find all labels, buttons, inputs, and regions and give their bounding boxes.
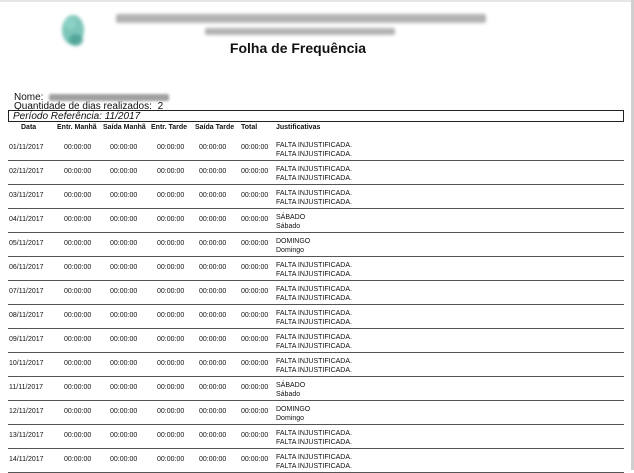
row-justification-secondary: Sábado <box>276 391 301 398</box>
redacted-name <box>49 94 169 101</box>
row-total: 00:00:00 <box>241 336 269 343</box>
row-saida-tarde: 00:00:00 <box>199 456 227 463</box>
row-total: 00:00:00 <box>241 456 269 463</box>
row-entr-tarde: 00:00:00 <box>157 192 185 199</box>
page-title: Folha de Frequência <box>229 40 367 56</box>
row-justification-primary: FALTA INJUSTIFICADA. <box>276 430 352 437</box>
row-saida-manha: 00:00:00 <box>110 168 138 175</box>
row-saida-manha: 00:00:00 <box>110 216 138 223</box>
row-entr-tarde: 00:00:00 <box>157 384 185 391</box>
table-row <box>0 401 634 425</box>
row-saida-tarde: 00:00:00 <box>199 360 227 367</box>
table-row <box>0 257 634 281</box>
table-row <box>0 161 634 185</box>
row-date: 06/11/2017 <box>9 264 44 271</box>
row-date: 04/11/2017 <box>9 216 44 223</box>
period-reference-box <box>8 110 624 122</box>
row-saida-manha: 00:00:00 <box>110 384 138 391</box>
row-justification-primary: FALTA INJUSTIFICADA. <box>276 310 352 317</box>
row-justification-secondary: Sábado <box>276 223 301 230</box>
row-justification-secondary: FALTA INJUSTIFICADA. <box>276 367 352 374</box>
row-total: 00:00:00 <box>241 144 269 151</box>
row-date: 13/11/2017 <box>9 432 44 439</box>
row-total: 00:00:00 <box>241 168 269 175</box>
row-date: 07/11/2017 <box>9 288 44 295</box>
row-entr-tarde: 00:00:00 <box>157 408 185 415</box>
row-justification-secondary: FALTA INJUSTIFICADA. <box>276 271 352 278</box>
row-entr-tarde: 00:00:00 <box>157 240 185 247</box>
table-row <box>0 305 634 329</box>
row-justification-primary: FALTA INJUSTIFICADA. <box>276 142 352 149</box>
page-top-edge <box>0 0 634 2</box>
row-justification-secondary: FALTA INJUSTIFICADA. <box>276 151 352 158</box>
row-saida-manha: 00:00:00 <box>110 456 138 463</box>
period-label: Período Referência: <box>13 111 102 122</box>
row-total: 00:00:00 <box>241 240 269 247</box>
row-saida-tarde: 00:00:00 <box>199 384 227 391</box>
table-row <box>0 377 634 401</box>
row-entr-manha: 00:00:00 <box>64 408 92 415</box>
table-header <box>0 124 634 136</box>
row-saida-manha: 00:00:00 <box>110 144 138 151</box>
row-entr-tarde: 00:00:00 <box>157 360 185 367</box>
header-total: Total <box>241 124 258 131</box>
row-saida-tarde: 00:00:00 <box>199 264 227 271</box>
row-justification-primary: FALTA INJUSTIFICADA. <box>276 166 352 173</box>
table-row <box>0 209 634 233</box>
row-total: 00:00:00 <box>241 432 269 439</box>
days-label: Quantidade de dias realizados: <box>14 101 152 112</box>
row-entr-manha: 00:00:00 <box>64 360 92 367</box>
row-entr-tarde: 00:00:00 <box>157 168 185 175</box>
row-justification-primary: DOMINGO <box>276 406 311 413</box>
row-saida-tarde: 00:00:00 <box>199 144 227 151</box>
row-justification-primary: SÁBADO <box>276 214 306 221</box>
header-entr-tarde: Entr. Tarde <box>151 124 188 131</box>
row-date: 05/11/2017 <box>9 240 44 247</box>
row-entr-manha: 00:00:00 <box>64 336 92 343</box>
table-row <box>0 449 634 473</box>
row-saida-tarde: 00:00:00 <box>199 288 227 295</box>
row-saida-tarde: 00:00:00 <box>199 312 227 319</box>
row-date: 03/11/2017 <box>9 192 44 199</box>
row-justification-primary: DOMINGO <box>276 238 311 245</box>
table-row <box>0 329 634 353</box>
row-date: 01/11/2017 <box>9 144 44 151</box>
row-saida-tarde: 00:00:00 <box>199 336 227 343</box>
row-date: 09/11/2017 <box>9 336 44 343</box>
row-date: 11/11/2017 <box>9 384 43 391</box>
row-justification-primary: FALTA INJUSTIFICADA. <box>276 334 352 341</box>
table-row <box>0 185 634 209</box>
row-entr-tarde: 00:00:00 <box>157 264 185 271</box>
row-saida-tarde: 00:00:00 <box>199 408 227 415</box>
row-saida-tarde: 00:00:00 <box>199 192 227 199</box>
header-entr-manha: Entr. Manhã <box>57 124 97 131</box>
row-saida-tarde: 00:00:00 <box>199 168 227 175</box>
row-saida-tarde: 00:00:00 <box>199 432 227 439</box>
row-total: 00:00:00 <box>241 192 269 199</box>
row-justification-primary: FALTA INJUSTIFICADA. <box>276 190 352 197</box>
row-justification-secondary: Domingo <box>276 247 305 254</box>
row-entr-tarde: 00:00:00 <box>157 144 185 151</box>
row-justification-primary: SÁBADO <box>276 382 306 389</box>
row-entr-tarde: 00:00:00 <box>157 432 185 439</box>
row-justification-secondary: FALTA INJUSTIFICADA. <box>276 199 352 206</box>
row-total: 00:00:00 <box>241 312 269 319</box>
row-saida-tarde: 00:00:00 <box>199 240 227 247</box>
row-saida-manha: 00:00:00 <box>110 336 138 343</box>
row-saida-manha: 00:00:00 <box>110 264 138 271</box>
row-entr-manha: 00:00:00 <box>64 192 92 199</box>
row-saida-manha: 00:00:00 <box>110 360 138 367</box>
row-date: 08/11/2017 <box>9 312 44 319</box>
row-saida-manha: 00:00:00 <box>110 312 138 319</box>
header-saida-manha: Saída Manhã <box>103 124 146 131</box>
row-justification-secondary: FALTA INJUSTIFICADA. <box>276 175 352 182</box>
table-row <box>0 281 634 305</box>
row-total: 00:00:00 <box>241 384 269 391</box>
row-entr-tarde: 00:00:00 <box>157 456 185 463</box>
row-date: 12/11/2017 <box>9 408 44 415</box>
period-value: 11/2017 <box>104 111 141 122</box>
row-total: 00:00:00 <box>241 360 269 367</box>
days-value: 2 <box>157 101 164 112</box>
redacted-institution-line-1 <box>116 14 486 23</box>
row-entr-manha: 00:00:00 <box>64 456 92 463</box>
row-saida-tarde: 00:00:00 <box>199 216 227 223</box>
table-row <box>0 137 634 161</box>
row-entr-tarde: 00:00:00 <box>157 216 185 223</box>
row-entr-manha: 00:00:00 <box>64 384 92 391</box>
row-entr-manha: 00:00:00 <box>64 264 92 271</box>
table-row <box>0 353 634 377</box>
header-date: Data <box>21 124 37 131</box>
row-saida-manha: 00:00:00 <box>110 240 138 247</box>
row-justification-primary: FALTA INJUSTIFICADA. <box>276 262 352 269</box>
row-date: 02/11/2017 <box>9 168 44 175</box>
name-label: Nome: <box>14 92 44 103</box>
row-saida-manha: 00:00:00 <box>110 192 138 199</box>
row-justification-secondary: FALTA INJUSTIFICADA. <box>276 319 352 326</box>
row-justification-secondary: Domingo <box>276 415 305 422</box>
row-justification-primary: FALTA INJUSTIFICADA. <box>276 454 352 461</box>
row-date: 14/11/2017 <box>9 456 44 463</box>
row-justification-secondary: FALTA INJUSTIFICADA. <box>276 343 352 350</box>
row-entr-tarde: 00:00:00 <box>157 312 185 319</box>
row-justification-primary: FALTA INJUSTIFICADA. <box>276 358 352 365</box>
row-entr-manha: 00:00:00 <box>64 312 92 319</box>
table-row <box>0 233 634 257</box>
row-entr-manha: 00:00:00 <box>64 432 92 439</box>
row-saida-manha: 00:00:00 <box>110 408 138 415</box>
row-justification-primary: FALTA INJUSTIFICADA. <box>276 286 352 293</box>
row-total: 00:00:00 <box>241 216 269 223</box>
row-total: 00:00:00 <box>241 288 269 295</box>
row-total: 00:00:00 <box>241 408 269 415</box>
header-saida-tarde: Saída Tarde <box>195 124 235 131</box>
row-entr-tarde: 00:00:00 <box>157 336 185 343</box>
row-entr-manha: 00:00:00 <box>64 240 92 247</box>
row-saida-manha: 00:00:00 <box>110 288 138 295</box>
header-justificativas: Justificativas <box>276 124 321 131</box>
table-row <box>0 425 634 449</box>
row-entr-tarde: 00:00:00 <box>157 288 185 295</box>
row-justification-secondary: FALTA INJUSTIFICADA. <box>276 295 352 302</box>
row-date: 10/11/2017 <box>9 360 44 367</box>
row-entr-manha: 00:00:00 <box>64 168 92 175</box>
redacted-institution-line-2 <box>205 28 395 35</box>
row-entr-manha: 00:00:00 <box>64 216 92 223</box>
row-justification-secondary: FALTA INJUSTIFICADA. <box>276 463 352 470</box>
row-entr-manha: 00:00:00 <box>64 288 92 295</box>
row-entr-manha: 00:00:00 <box>64 144 92 151</box>
row-total: 00:00:00 <box>241 264 269 271</box>
row-justification-secondary: FALTA INJUSTIFICADA. <box>276 439 352 446</box>
row-saida-manha: 00:00:00 <box>110 432 138 439</box>
